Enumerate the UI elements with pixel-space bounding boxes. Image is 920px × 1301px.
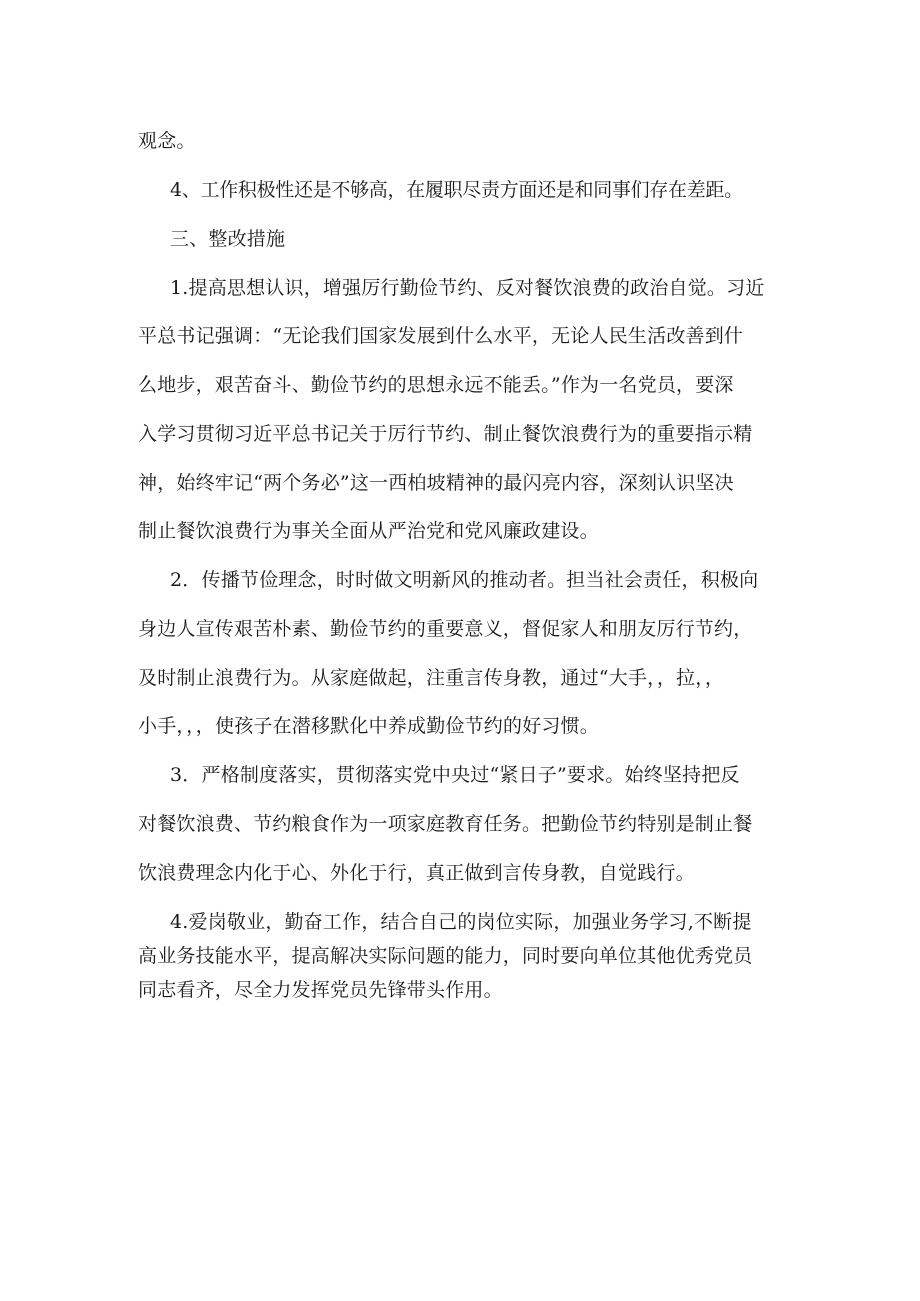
section-heading: 三、整改措施 — [170, 228, 286, 250]
text-line: 饮浪费理念内化于心、外化于行，真正做到言传身教，自觉践行。 — [138, 862, 695, 884]
text-line: 3．严格制度落实，贯彻落实党中央过“紧日子”要求。始终坚持把反 — [170, 764, 740, 786]
text-line: 制止餐饮浪费行为事关全面从严治党和党风廉政建设。 — [138, 520, 599, 542]
text-line: 么地步，艰苦奋斗、勤俭节约的思想永远不能丢。”作为一名党员，要深 — [138, 374, 734, 396]
text-line: 对餐饮浪费、节约粮食作为一项家庭教育任务。把勤俭节约特别是制止餐 — [138, 813, 753, 835]
text-line: 神，始终牢记“两个务必”这一西柏坡精神的最闪亮内容，深刻认识坚决 — [138, 472, 734, 494]
text-line: 入学习贯彻习近平总书记关于厉行节约、制止餐饮浪费行为的重要指示精 — [138, 423, 753, 445]
text-line: 及时制止浪费行为。从家庭做起，注重言传身教，通过“大手，，拉，， — [138, 667, 725, 689]
text-line: 2．传播节俭理念，时时做文明新风的推动者。担当社会责任，积极向 — [170, 569, 759, 591]
text-line: 1.提高思想认识，增强厉行勤俭节约、反对餐饮浪费的政治自觉。习近 — [170, 277, 765, 299]
text-line: 小手，，，使孩子在潜移默化中养成勤俭节约的好习惯。 — [138, 715, 600, 737]
text-line: 高业务技能水平，提高解决实际问题的能力，同时要向单位其他优秀党员 — [138, 945, 753, 967]
text-line: 身边人宣传艰苦朴素、勤俭节约的重要意义，督促家人和朋友厉行节约， — [138, 618, 753, 640]
text-line: 4.爱岗敬业，勤奋工作，结合自己的岗位实际，加强业务学习,不断提 — [170, 911, 752, 933]
text-line: 同志看齐，尽全力发挥党员先锋带头作用。 — [138, 979, 503, 1001]
text-line: 平总书记强调：“无论我们国家发展到什么水平，无论人民生活改善到什 — [138, 325, 744, 347]
text-line: 观念。 — [138, 130, 196, 152]
text-line: 4、工作积极性还是不够高，在履职尽责方面还是和同事们存在差距。 — [170, 179, 743, 201]
